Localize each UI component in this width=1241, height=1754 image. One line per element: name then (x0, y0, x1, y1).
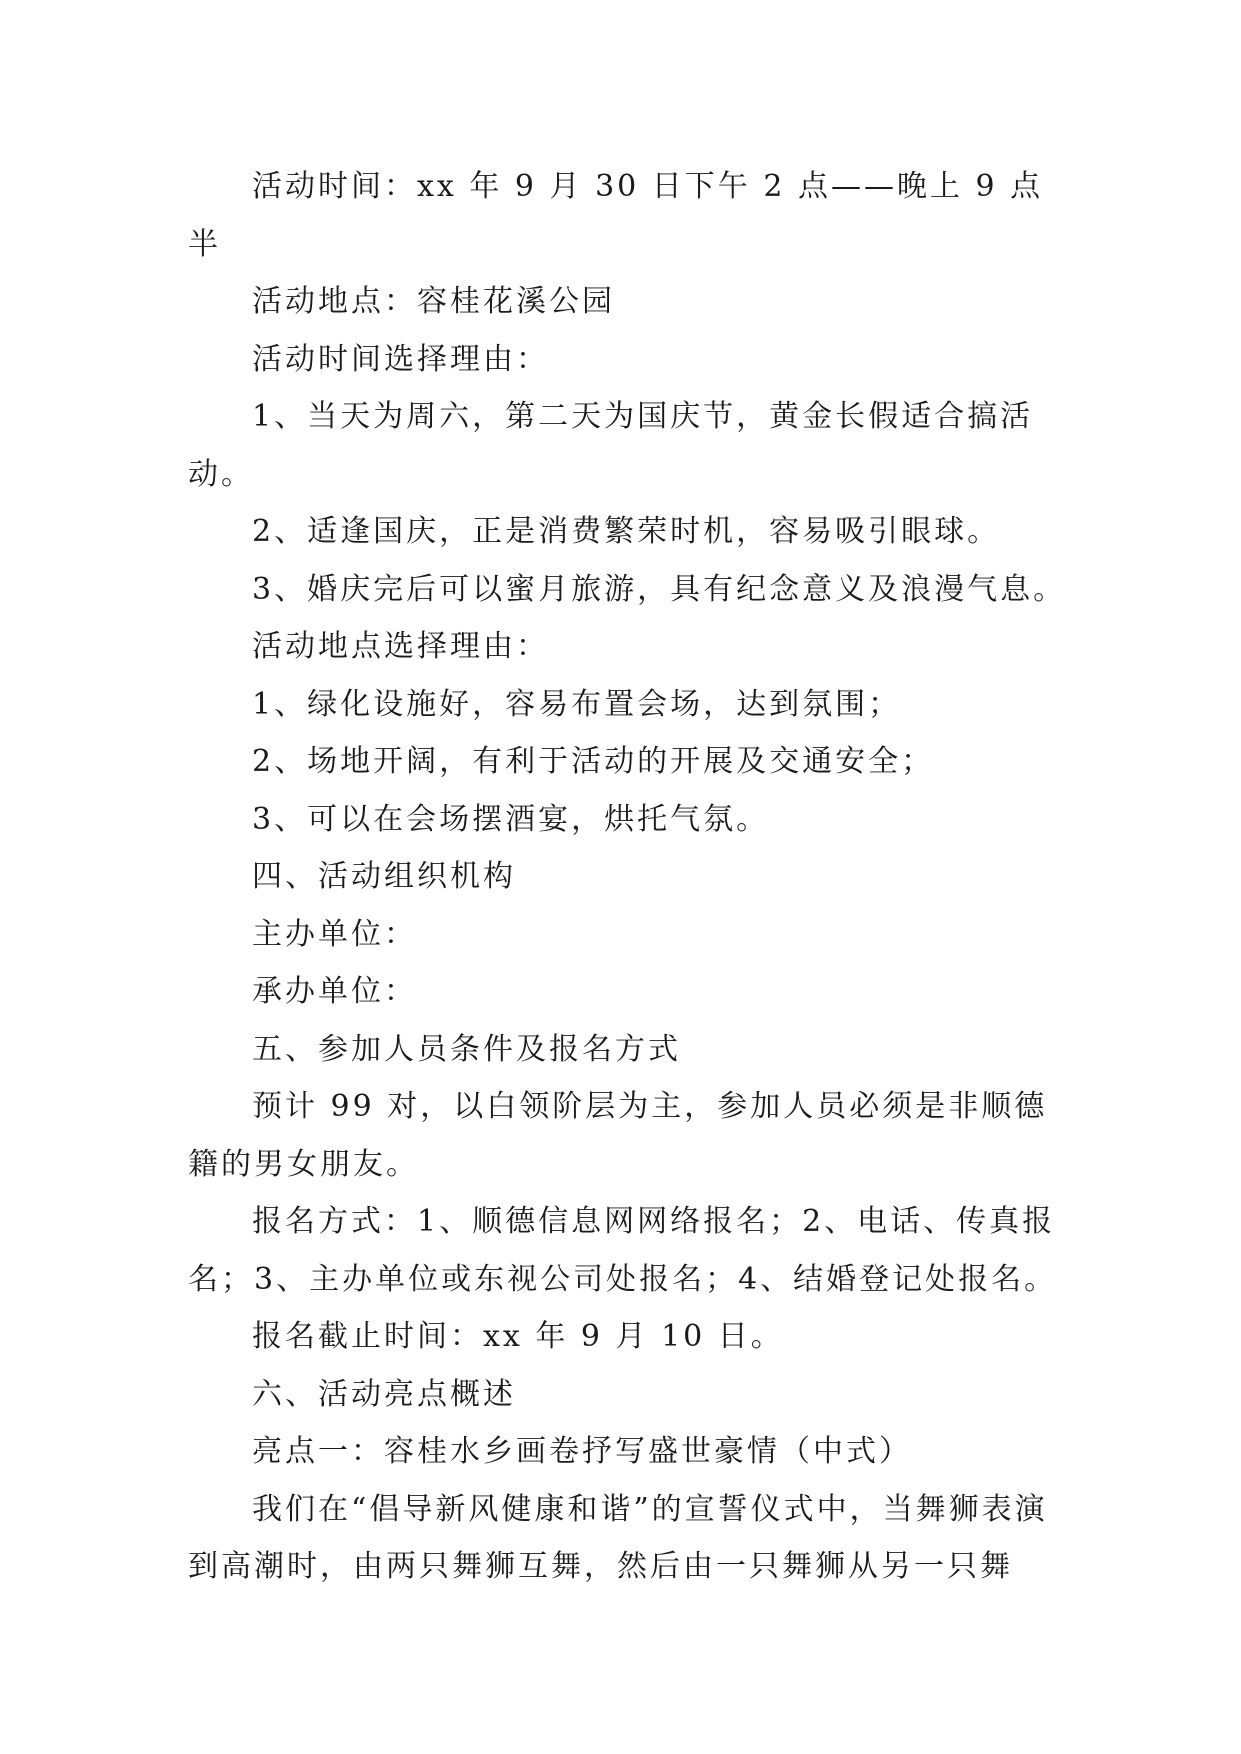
paragraph-location-reason-1: 1、绿化设施好，容易布置会场，达到氛围； (252, 686, 902, 722)
paragraph-participants: 预计 99 对，以白领阶层为主，参加人员必须是非顺德籍的男女朋友。 (188, 1089, 1048, 1182)
paragraph-time-reason-1: 1、当天为周六，第二天为国庆节，黄金长假适合搞活动。 (188, 399, 1034, 492)
paragraph-registration-methods: 报名方式：1、顺德信息网网络报名；2、电话、传真报名；3、主办单位或东视公司处报名；4、结婚登记处报名。 (188, 1204, 1058, 1297)
paragraph-time-reason-3: 3、婚庆完后可以蜜月旅游，具有纪念意义及浪漫气息。 (252, 571, 1067, 607)
paragraph-time-reason-heading: 活动时间选择理由： (252, 341, 549, 377)
section-heading-participants: 五、参加人员条件及报名方式 (252, 1031, 681, 1067)
paragraph-time-reason-2: 2、适逢国庆，正是消费繁荣时机，容易吸引眼球。 (252, 514, 1001, 549)
section-heading-highlights: 六、活动亮点概述 (252, 1376, 516, 1412)
paragraph-location-reason-2: 2、场地开阔，有利于活动的开展及交通安全； (252, 744, 935, 779)
document-body (188, 158, 1068, 1596)
paragraph-highlight-1-body: 我们在“倡导新风健康和谐”的宣誓仪式中，当舞狮表演到高潮时，由两只舞狮互舞，然后由一只舞狮从另一只舞 (188, 1491, 1048, 1584)
paragraph-organizer-unit: 承办单位： (252, 974, 417, 1009)
paragraph-location-reason-3: 3、可以在会场摆酒宴，烘托气氛。 (252, 801, 770, 837)
paragraph-location-reason-heading: 活动地点选择理由： (252, 629, 549, 664)
paragraph-activity-location: 活动地点：容桂花溪公园 (252, 284, 615, 319)
paragraph-registration-deadline: 报名截止时间：xx 年 9 月 10 日。 (252, 1319, 784, 1354)
paragraph-highlight-1-title: 亮点一：容桂水乡画卷抒写盛世豪情（中式） (252, 1434, 912, 1469)
paragraph-activity-time: 活动时间：xx 年 9 月 30 日下午 2 点——晚上 9 点半 (188, 169, 1044, 262)
paragraph-host-unit: 主办单位： (252, 916, 417, 952)
section-heading-organization: 四、活动组织机构 (252, 859, 516, 894)
